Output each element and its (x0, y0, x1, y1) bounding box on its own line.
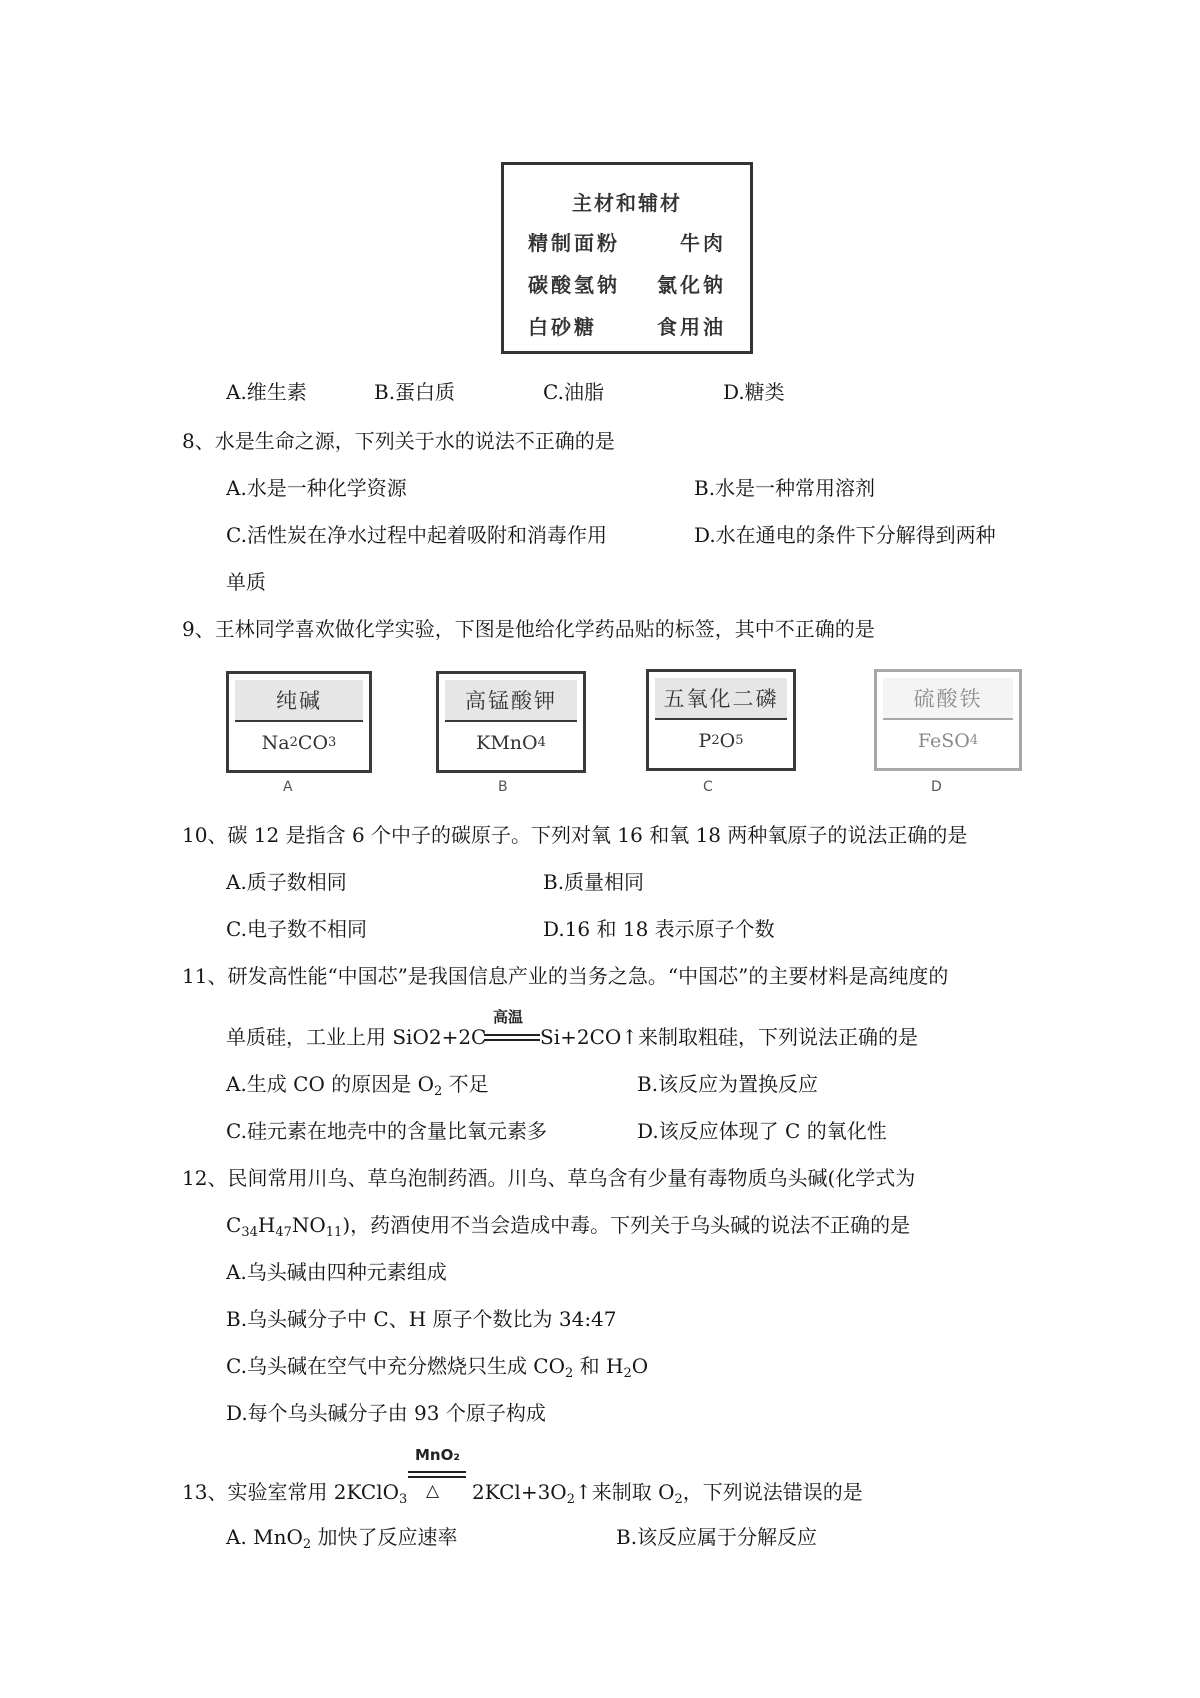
q8-option-d-continued: 单质 (226, 570, 266, 594)
reagent-label-b (436, 671, 586, 773)
q7-option-b: B.蛋白质 (374, 380, 456, 404)
ingredient-row (528, 227, 726, 256)
q10-stem: 10、碳 12 是指含 6 个中子的碳原子。下列对氧 16 和氧 18 两种氧原子的说法正确的是 (182, 823, 968, 847)
q8-option-d: D.水在通电的条件下分解得到两种 (694, 523, 996, 547)
reagent-formula: FeSO 4 (917, 730, 979, 752)
q8-stem: 8、水是生命之源，下列关于水的说法不正确的是 (182, 429, 615, 453)
q12-option-d: D.每个乌头碱分子由 93 个原子构成 (226, 1401, 546, 1425)
label-letter-b: B (498, 779, 508, 795)
q12-option-c: C.乌头碱在空气中充分燃烧只生成 $CO_2$ 和 $H_2O$ (226, 1354, 649, 1381)
q11-stem-line1: 11、研发高性能“中国芯”是我国信息产业的当务之急。“中国芯”的主要材料是高纯度的 (182, 964, 949, 988)
reagent-name: 硫酸铁 (883, 678, 1013, 720)
ingredient-table (501, 162, 753, 354)
reagent-formula: KMnO 4 (476, 732, 546, 754)
q10-option-c: C.电子数不相同 (226, 917, 367, 941)
q11-option-d: D.该反应体现了 C 的氧化性 (637, 1119, 887, 1143)
q10-option-b: B.质量相同 (543, 870, 645, 894)
q8-option-a: A.水是一种化学资源 (226, 476, 407, 500)
q11-stem-line2-post: Si+2CO↑来制取粗硅，下列说法正确的是 (540, 1025, 919, 1049)
reagent-formula: Na 2 CO 3 (261, 732, 337, 754)
reaction-arrow (408, 1471, 466, 1473)
q13-stem-pre: 13、实验室常用 2KClO$_3$ (182, 1480, 408, 1507)
q8-option-c: C.活性炭在净水过程中起着吸附和消毒作用 (226, 523, 607, 547)
q7-option-a: A.维生素 (226, 380, 307, 404)
catalyst-label: MnO₂ (415, 1446, 460, 1464)
reaction-condition: 高温 (493, 1008, 524, 1026)
ingredient-row (528, 269, 726, 298)
chemical-formula: $C_{34}H_{47}NO_{11}$ (226, 1213, 343, 1240)
q9-stem: 9、王林同学喜欢做化学实验，下图是他给化学药品贴的标签，其中不正确的是 (182, 617, 875, 641)
ingredient-item: 精制面粉 (528, 231, 620, 255)
q13-stem-post: $2KCl+3O_2↑$来制取 $O_2$，下列说法错误的是 (472, 1480, 863, 1507)
reagent-label-a (226, 671, 372, 773)
q12-option-a: A.乌头碱由四种元素组成 (226, 1260, 447, 1284)
ingredient-item: 氯化钠 (657, 273, 726, 297)
reagent-formula: P 2 O 5 (698, 730, 744, 752)
reagent-label-d (874, 669, 1022, 771)
q7-option-d: D.糖类 (723, 380, 785, 404)
ingredient-row (528, 311, 726, 340)
q10-option-a: A.质子数相同 (226, 870, 347, 894)
q10-option-d: D.16 和 18 表示原子个数 (543, 917, 775, 941)
label-letter-d: D (931, 779, 942, 795)
q12-option-b: B.乌头碱分子中 C、H 原子个数比为 34:47 (226, 1307, 617, 1331)
q13-option-a: A. MnO$_2$ 加快了反应速率 (226, 1525, 458, 1552)
label-letter-c: C (703, 779, 713, 795)
q11-option-b: B.该反应为置换反应 (637, 1072, 819, 1096)
ingredient-title: 主材和辅材 (572, 191, 682, 215)
ingredient-item: 食用油 (657, 315, 726, 339)
reagent-name: 高锰酸钾 (445, 680, 577, 722)
reagent-name: 纯碱 (235, 680, 363, 722)
q8-option-b: B.水是一种常用溶剂 (694, 476, 876, 500)
q13-option-b: B.该反应属于分解反应 (616, 1525, 818, 1549)
q12-stem-line1: 12、民间常用川乌、草乌泡制药酒。川乌、草乌含有少量有毒物质乌头碱(化学式为 (182, 1166, 916, 1190)
label-letter-a: A (283, 779, 293, 795)
ingredient-item: 白砂糖 (528, 315, 597, 339)
reagent-label-c (646, 669, 796, 771)
ingredient-item: 牛肉 (680, 231, 726, 255)
q11-option-c: C.硅元素在地壳中的含量比氧元素多 (226, 1119, 547, 1143)
q7-option-c: C.油脂 (543, 380, 604, 404)
reaction-arrow (484, 1034, 540, 1036)
q11-option-a: A.生成 CO 的原因是 $O_2$ 不足 (226, 1072, 489, 1099)
q12-stem-line2: $C_{34}H_{47}NO_{11}$)，药酒使用不当会造成中毒。下列关于乌头碱的说法不正确的是 (226, 1213, 911, 1240)
reagent-name: 五氧化二磷 (655, 678, 787, 720)
heat-symbol: △ (426, 1481, 440, 1501)
ingredient-item: 碳酸氢钠 (528, 273, 620, 297)
reaction-arrow (484, 1039, 540, 1041)
q11-stem-line2-pre: 单质硅，工业上用 SiO2+2C (226, 1025, 487, 1049)
